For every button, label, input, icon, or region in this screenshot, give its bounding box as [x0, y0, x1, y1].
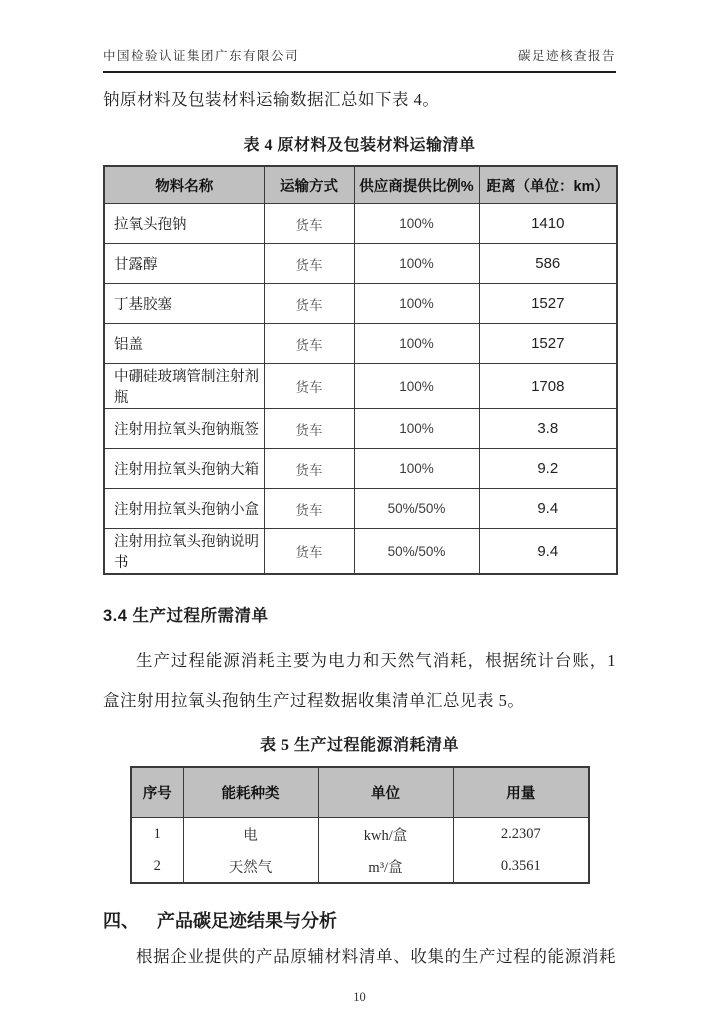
column-header: 能耗种类 — [183, 767, 318, 818]
table-cell: 9.2 — [479, 449, 617, 489]
table-row — [104, 409, 617, 449]
table-cell: 货车 — [264, 244, 354, 284]
table-cell: 货车 — [264, 529, 354, 575]
page-number: 10 — [353, 990, 366, 1004]
column-header: 供应商提供比例% — [354, 166, 479, 204]
table-cell: 货车 — [264, 489, 354, 529]
table-row — [104, 489, 617, 529]
table-cell: kwh/盒 — [318, 818, 453, 851]
header-report-title: 碳足迹核查报告 — [517, 49, 616, 63]
section-4-heading — [103, 910, 616, 933]
table-cell: 拉氧头孢钠 — [104, 204, 264, 244]
column-header: 用量 — [453, 767, 589, 818]
table-cell: 注射用拉氧头孢钠大箱 — [104, 449, 264, 489]
table-cell: 100% — [354, 244, 479, 284]
table-cell: 1708 — [479, 364, 617, 409]
table-cell: 注射用拉氧头孢钠说明书 — [104, 529, 264, 575]
table-cell: 注射用拉氧头孢钠小盒 — [104, 489, 264, 529]
section-4-paragraph: 根据企业提供的产品原辅材料清单、收集的生产过程的能源消耗 — [136, 947, 616, 966]
table-cell: 电 — [183, 818, 318, 851]
table5-caption: 表 5 生产过程能源消耗清单 — [259, 737, 459, 754]
table-cell: 100% — [354, 284, 479, 324]
table-cell: 586 — [479, 244, 617, 284]
running-header — [103, 0, 616, 73]
table-cell: 100% — [354, 449, 479, 489]
table-row — [131, 818, 589, 851]
table-row — [104, 204, 617, 244]
column-header: 距离（单位：km） — [479, 166, 617, 204]
table-cell: 货车 — [264, 204, 354, 244]
table-header-row — [104, 166, 617, 204]
table-row — [104, 449, 617, 489]
table-cell: 丁基胶塞 — [104, 284, 264, 324]
table-row — [104, 284, 617, 324]
materials-transport-table — [103, 165, 618, 575]
table-cell: 1 — [131, 818, 183, 851]
table-cell: 100% — [354, 409, 479, 449]
table-cell: 100% — [354, 364, 479, 409]
table-cell: 9.4 — [479, 489, 617, 529]
table-row — [104, 324, 617, 364]
intro-paragraph: 钠原材料及包装材料运输数据汇总如下表 4。 — [103, 90, 440, 109]
table-cell: 50%/50% — [354, 489, 479, 529]
header-company-name: 中国检验认证集团广东有限公司 — [103, 49, 300, 63]
section-3-4-paragraph — [103, 641, 616, 721]
table-cell: 货车 — [264, 364, 354, 409]
table-cell: 9.4 — [479, 529, 617, 575]
table-cell: 货车 — [264, 324, 354, 364]
energy-consumption-table — [130, 766, 590, 884]
table-cell: 货车 — [264, 449, 354, 489]
table-cell: 中硼硅玻璃管制注射剂瓶 — [104, 364, 264, 409]
paragraph-line: 生产过程能源消耗主要为电力和天然气消耗，根据统计台账，1 — [136, 651, 616, 670]
table-row — [104, 364, 617, 409]
table-cell: 1410 — [479, 204, 617, 244]
table-cell: 货车 — [264, 284, 354, 324]
paragraph-line: 盒注射用拉氧头孢钠生产过程数据收集清单汇总见表 5。 — [103, 691, 525, 710]
column-header: 序号 — [131, 767, 183, 818]
column-header: 单位 — [318, 767, 453, 818]
table-cell: 100% — [354, 324, 479, 364]
table-cell: 100% — [354, 204, 479, 244]
table-cell: 天然气 — [183, 850, 318, 883]
table-cell: 甘露醇 — [104, 244, 264, 284]
table-header-row — [131, 767, 589, 818]
table-cell: 货车 — [264, 409, 354, 449]
section-4-number: 四、 — [103, 911, 139, 931]
column-header: 物料名称 — [104, 166, 264, 204]
table-cell: 2.2307 — [453, 818, 589, 851]
column-header: 运输方式 — [264, 166, 354, 204]
table-row — [104, 529, 617, 575]
table-row — [131, 850, 589, 883]
table-row — [104, 244, 617, 284]
table-cell: 0.3561 — [453, 850, 589, 883]
section-3-4-heading: 3.4 生产过程所需清单 — [103, 607, 269, 625]
table-cell: 注射用拉氧头孢钠瓶签 — [104, 409, 264, 449]
table-cell: 1527 — [479, 324, 617, 364]
table-cell: 铝盖 — [104, 324, 264, 364]
table-cell: 1527 — [479, 284, 617, 324]
table-cell: 50%/50% — [354, 529, 479, 575]
table4-caption: 表 4 原材料及包装材料运输清单 — [243, 137, 476, 154]
table-cell: m³/盒 — [318, 850, 453, 883]
section-4-title: 产品碳足迹结果与分析 — [157, 911, 337, 931]
table-cell: 3.8 — [479, 409, 617, 449]
table-cell: 2 — [131, 850, 183, 883]
